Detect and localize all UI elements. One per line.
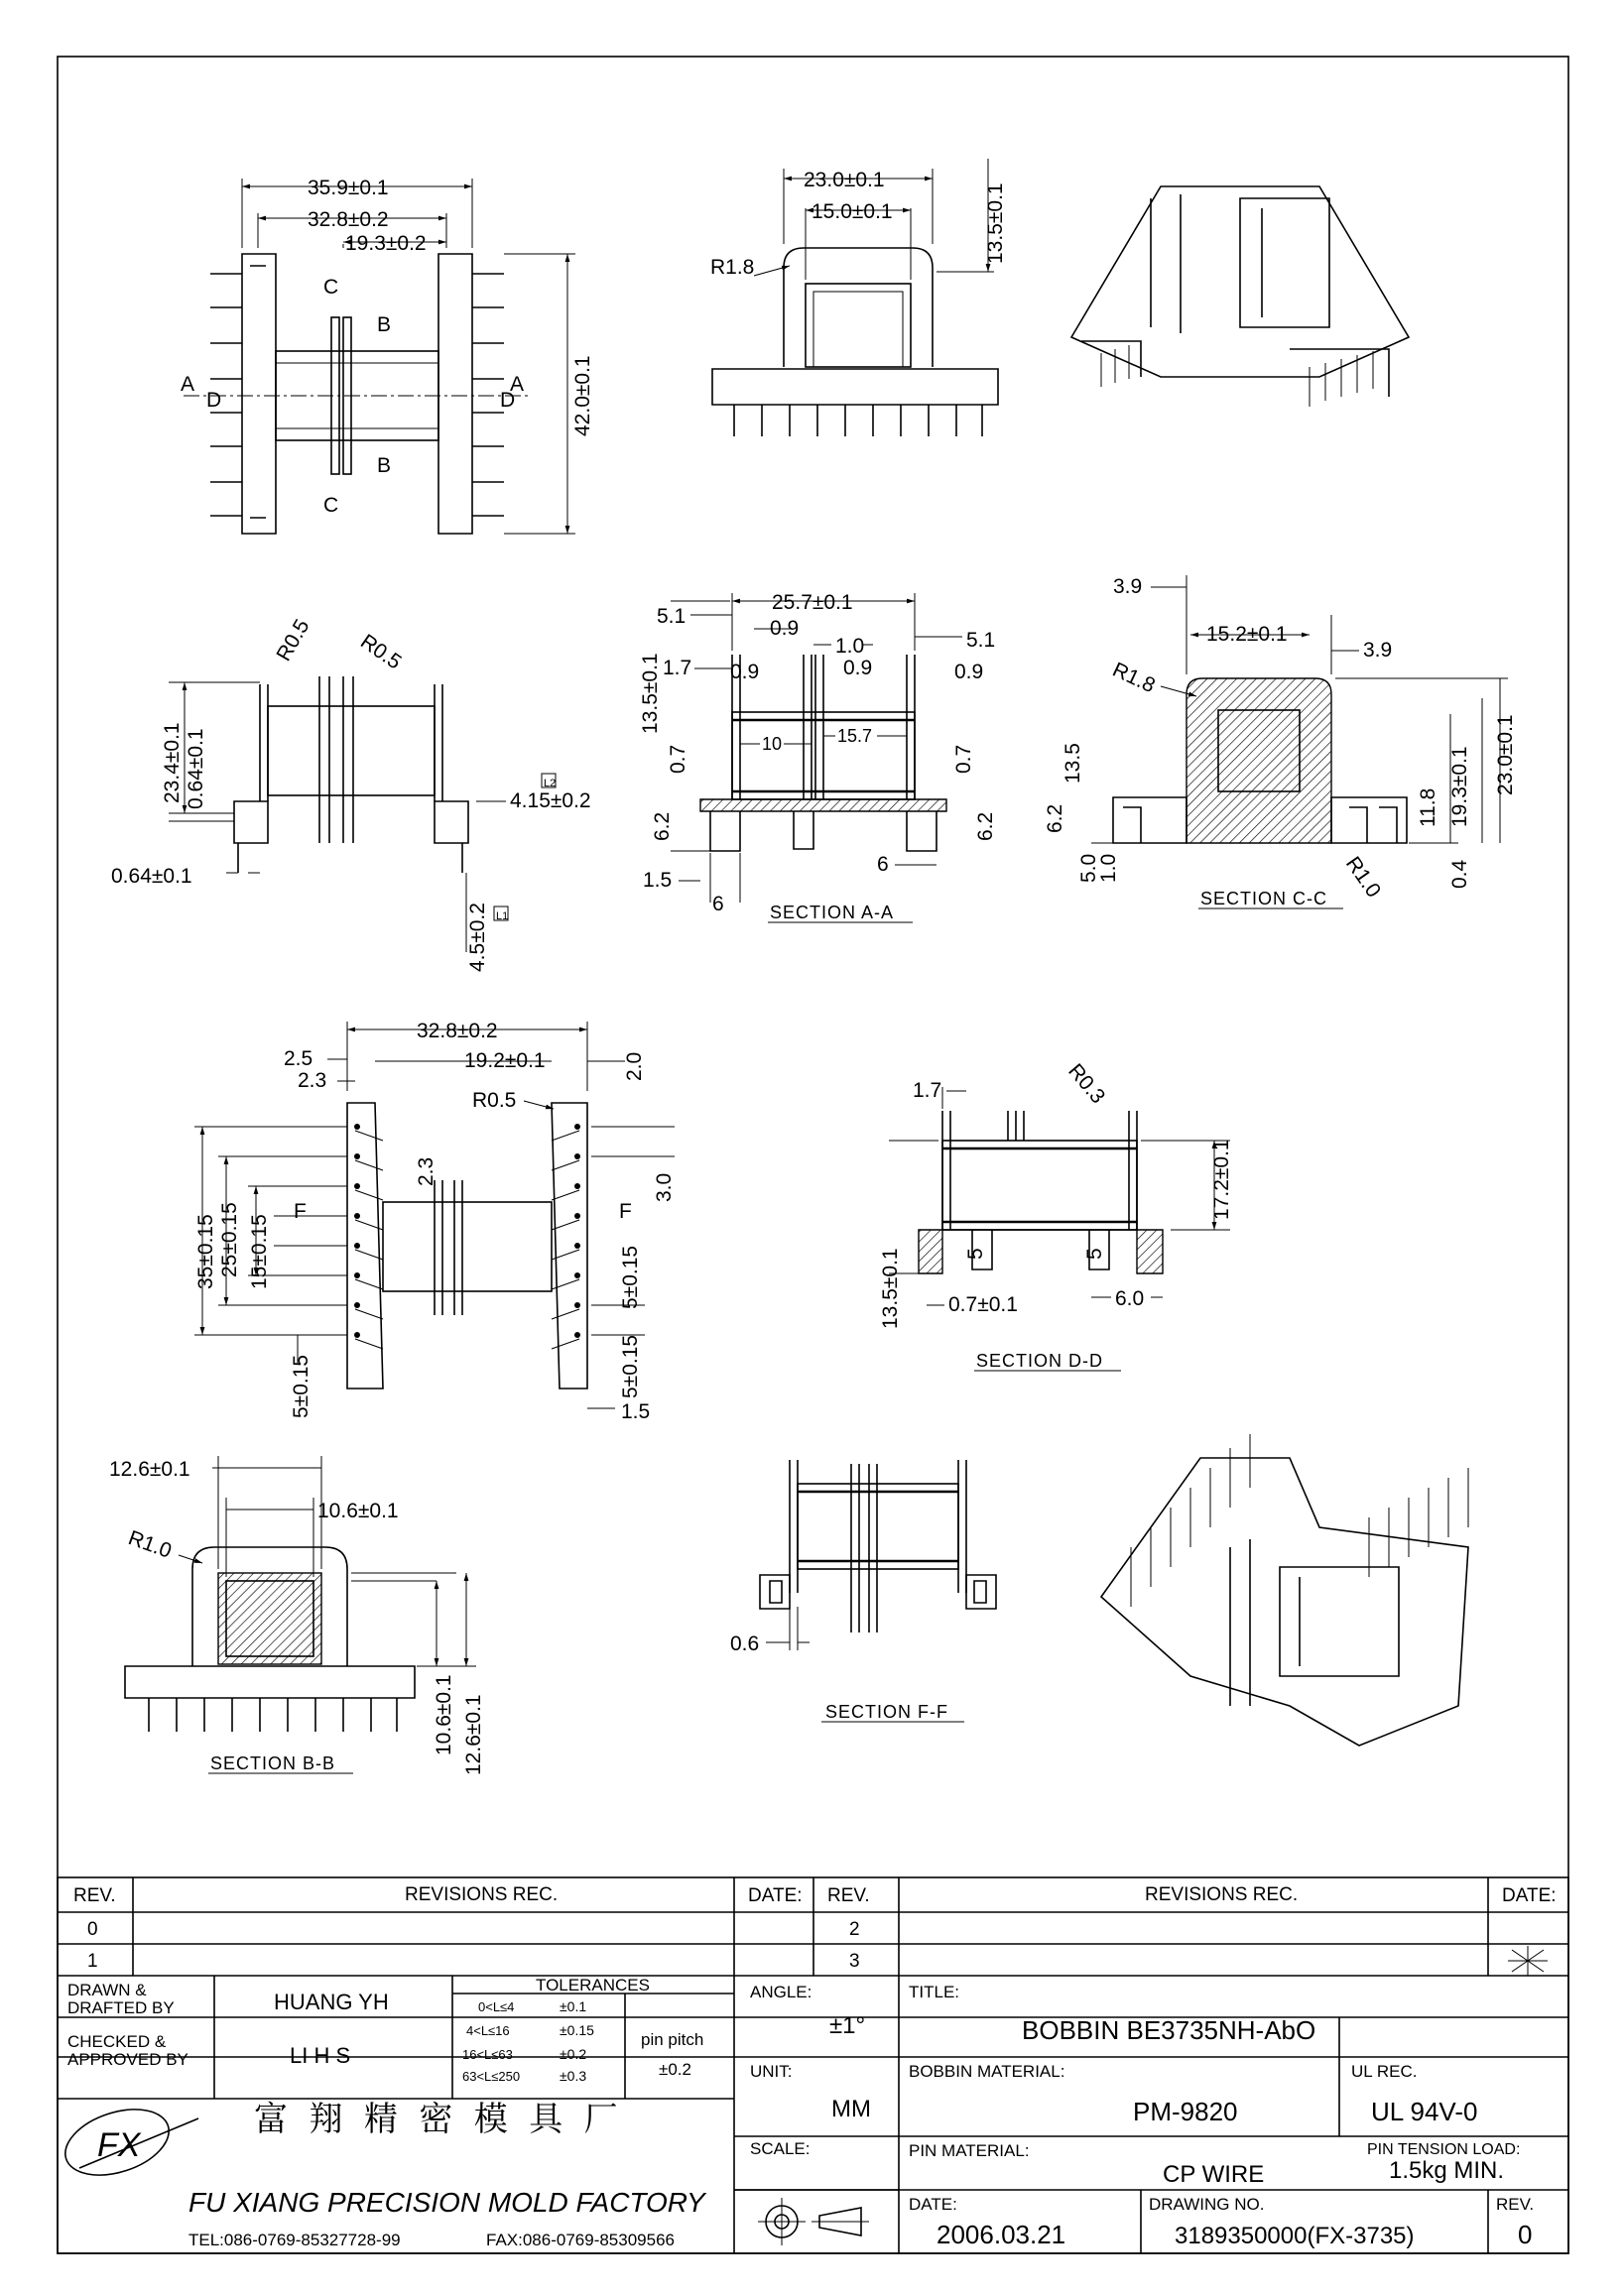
dim-text: 2.0	[623, 1051, 646, 1081]
dim-text: 12.6±0.1	[109, 1458, 190, 1481]
drawn-label: DRAWN &	[67, 1981, 147, 1999]
dim-text: 0.9	[770, 617, 800, 640]
dim-text: R0.3	[1063, 1059, 1110, 1109]
dim-text: 17.2±0.1	[1210, 1139, 1233, 1220]
dim-text: 0.4	[1448, 859, 1471, 889]
rev-value: 0	[1518, 2220, 1533, 2249]
rev-header: REV.	[73, 1885, 116, 1906]
dim-text: 2.3	[298, 1069, 327, 1092]
dim-text: 5.1	[657, 605, 687, 628]
unit-label: UNIT:	[750, 2062, 793, 2081]
dim-text: 2.5	[284, 1047, 313, 1070]
dim-text: 13.5±0.1	[984, 182, 1007, 264]
front-view	[710, 159, 1007, 436]
dim-text: 23.4±0.1	[161, 722, 184, 803]
dim-text: 10.6±0.1	[317, 1500, 399, 1522]
dim-text: 25±0.15	[218, 1202, 241, 1277]
dim-text: 6	[712, 893, 724, 915]
angle-value: ±1°	[829, 2012, 866, 2039]
dim-text: 23.0±0.1	[1494, 714, 1517, 795]
dim-text: 11.8	[1417, 787, 1439, 827]
dim-text: 3.9	[1113, 575, 1143, 598]
tolerance-value: ±0.1	[560, 1998, 587, 2014]
pin-pitch-label: pin pitch	[641, 2030, 704, 2049]
pin-material-value: CP WIRE	[1163, 2161, 1265, 2188]
section-c-c	[1044, 575, 1517, 908]
dim-text: 3.9	[1363, 639, 1393, 662]
dim-text: 0.7±0.1	[948, 1293, 1018, 1316]
dim-text: 13.5±0.1	[879, 1248, 902, 1329]
isometric-view-2	[1101, 1434, 1468, 1746]
company-name-en: FU XIANG PRECISION MOLD FACTORY	[188, 2187, 705, 2218]
section-f-f	[730, 1460, 996, 1722]
tolerance-value: ±0.3	[560, 2068, 587, 2084]
section-marker: F	[294, 1200, 307, 1223]
dim-text: R1.8	[1108, 658, 1159, 698]
dim-text: 13.5	[1062, 743, 1084, 784]
dim-text: 2.3	[415, 1156, 437, 1186]
dim-text: 5.0	[1077, 853, 1100, 883]
section-b-b	[109, 1456, 485, 1775]
tolerance-value: ±0.15	[560, 2022, 594, 2038]
dim-text: 0.64±0.1	[111, 865, 192, 888]
dim-text: 23.0±0.1	[804, 169, 885, 191]
dim-text: 5	[964, 1248, 987, 1260]
rev-header-right: REV.	[827, 1885, 870, 1906]
dim-text: 6.2	[651, 811, 674, 841]
date-header: DATE:	[748, 1885, 803, 1906]
checked-label-2: APPROVED BY	[67, 2050, 188, 2069]
dim-text: 3.0	[653, 1172, 676, 1202]
scale-label: SCALE:	[750, 2139, 811, 2158]
dim-text: 15.2±0.1	[1206, 623, 1288, 646]
section-label: SECTION D-D	[976, 1351, 1103, 1371]
section-d-d	[879, 1059, 1233, 1371]
dim-text: 1.0	[835, 635, 865, 658]
section-marker: D	[206, 389, 222, 412]
dim-text: 10	[762, 734, 783, 754]
section-label: SECTION C-C	[1200, 889, 1327, 908]
section-marker: A	[181, 373, 195, 396]
dim-text: 15.7	[837, 726, 873, 746]
tolerance-range: 4<L≤16	[466, 2023, 510, 2038]
projection-symbol-icon	[758, 2198, 869, 2245]
company-fax: FAX:086-0769-85309566	[486, 2231, 675, 2249]
dim-text: 10.6±0.1	[433, 1674, 455, 1755]
dim-text: 0.9	[843, 657, 873, 679]
svg-text:FX: FX	[97, 2126, 141, 2164]
dim-text: R0.5	[272, 615, 314, 665]
tag-label: L1	[496, 910, 509, 922]
title-label: TITLE:	[909, 1983, 960, 2001]
checked-by: LI H S	[290, 2043, 351, 2068]
top-view	[181, 177, 594, 534]
revisions-header: REVISIONS REC.	[405, 1884, 559, 1905]
date-label: DATE:	[909, 2195, 957, 2214]
side-view	[111, 616, 591, 972]
dim-text: 0.7	[952, 744, 975, 774]
section-marker: C	[323, 276, 339, 299]
drawn-label-2: DRAFTED BY	[67, 1998, 175, 2017]
rev-label: REV.	[1496, 2195, 1535, 2214]
dim-text: 15.0±0.1	[812, 200, 893, 223]
dim-text: 19.3±0.1	[1448, 746, 1471, 827]
dim-text: 5±0.15	[290, 1354, 312, 1418]
date-value: 2006.03.21	[937, 2220, 1066, 2249]
dim-text: 25.7±0.1	[772, 591, 853, 614]
title-value: BOBBIN BE3735NH-AbO	[1022, 2015, 1316, 2045]
dim-text: 19.3±0.2	[345, 232, 427, 255]
ul-value: UL 94V-0	[1371, 2097, 1478, 2126]
company-logo-icon	[57, 2098, 198, 2187]
dim-text: R1.8	[710, 256, 755, 279]
dim-text: 5±0.15	[619, 1245, 642, 1309]
dim-text: 6.0	[1115, 1287, 1145, 1310]
section-marker: B	[377, 313, 392, 336]
section-marker: C	[323, 494, 339, 517]
dim-text: 13.5±0.1	[639, 653, 662, 734]
tolerance-range: 63<L≤250	[462, 2069, 521, 2084]
dim-text: 35±0.15	[194, 1214, 217, 1289]
dim-text: 0.7	[667, 744, 689, 774]
dim-text: 0.6	[730, 1632, 760, 1655]
section-label: SECTION B-B	[210, 1753, 336, 1773]
section-marker: B	[377, 454, 392, 477]
pin-material-label: PIN MATERIAL:	[909, 2141, 1030, 2160]
dim-text: R0.5	[356, 630, 406, 674]
company-name-cn: 富 翔 精 密 模 具 厂	[254, 2101, 624, 2138]
tolerance-value: ±0.2	[560, 2046, 587, 2062]
dim-text: 5±0.15	[619, 1334, 642, 1398]
company-tel: TEL:086-0769-85327728-99	[188, 2231, 401, 2249]
section-marker: F	[619, 1200, 632, 1223]
section-marker: D	[500, 389, 516, 412]
dim-text: 1.7	[913, 1079, 942, 1102]
dim-text: 0.64±0.1	[185, 728, 207, 809]
dim-text: 6	[877, 853, 889, 876]
checked-label: CHECKED &	[67, 2032, 167, 2051]
drawing-no-label: DRAWING NO.	[1149, 2195, 1265, 2214]
isometric-view-1	[1071, 186, 1409, 407]
dim-text: 5	[1083, 1248, 1106, 1260]
dim-text: R0.5	[472, 1089, 517, 1112]
dim-text: 32.8±0.2	[417, 1020, 498, 1042]
dim-text: 1.5	[621, 1400, 651, 1423]
rev-row-right: 3	[849, 1951, 860, 1972]
dim-text: 1.5	[643, 869, 673, 892]
section-marker: A	[510, 373, 525, 396]
unit-value: MM	[831, 2096, 871, 2122]
tag-label: L2	[544, 778, 557, 789]
section-a-a	[639, 591, 997, 922]
rev-row: 1	[87, 1951, 98, 1972]
rev-row: 0	[87, 1919, 98, 1940]
dim-text: 1.0	[1097, 853, 1120, 883]
title-block	[57, 1877, 1568, 2253]
drawing-no-value: 3189350000(FX-3735)	[1175, 2223, 1415, 2249]
section-label: SECTION A-A	[770, 903, 895, 922]
dim-text: 1.7	[663, 657, 692, 679]
bottom-view	[194, 1020, 676, 1423]
angle-label: ANGLE:	[750, 1983, 812, 2001]
revisions-header-right: REVISIONS REC.	[1145, 1884, 1299, 1905]
bobbin-material-label: BOBBIN MATERIAL:	[909, 2062, 1065, 2081]
pin-pitch-value: ±0.2	[659, 2060, 691, 2079]
dim-text: 19.2±0.1	[464, 1049, 546, 1072]
dim-text: 0.9	[730, 661, 760, 683]
dim-text: 6.2	[974, 811, 997, 841]
dim-text: R1.0	[1340, 852, 1386, 903]
pin-tension-value: 1.5kg MIN.	[1389, 2157, 1505, 2184]
dim-text: 4.5±0.2	[466, 903, 489, 972]
dim-text: 35.9±0.1	[308, 177, 389, 199]
tolerance-range: 16<L≤63	[462, 2047, 513, 2062]
dim-text: 4.15±0.2	[510, 789, 591, 812]
dim-text: 32.8±0.2	[308, 208, 389, 231]
section-label: SECTION F-F	[825, 1702, 948, 1722]
ul-label: UL REC.	[1351, 2062, 1418, 2081]
pin-tension-label: PIN TENSION LOAD:	[1367, 2141, 1521, 2158]
rev-row-right: 2	[849, 1919, 860, 1940]
dim-text: R1.0	[125, 1526, 175, 1563]
dim-text: 0.9	[954, 661, 984, 683]
dim-text: 42.0±0.1	[571, 355, 594, 436]
bobbin-material-value: PM-9820	[1133, 2097, 1238, 2126]
tolerances-title: TOLERANCES	[536, 1976, 650, 1994]
tolerance-range: 0<L≤4	[478, 1999, 515, 2014]
dim-text: 6.2	[1044, 803, 1066, 833]
dim-text: 5.1	[966, 629, 996, 652]
dim-text: 12.6±0.1	[462, 1694, 485, 1775]
dim-text: 15±0.15	[248, 1214, 271, 1289]
date-header-right: DATE:	[1502, 1885, 1557, 1906]
drawn-by: HUANG YH	[274, 1990, 389, 2014]
